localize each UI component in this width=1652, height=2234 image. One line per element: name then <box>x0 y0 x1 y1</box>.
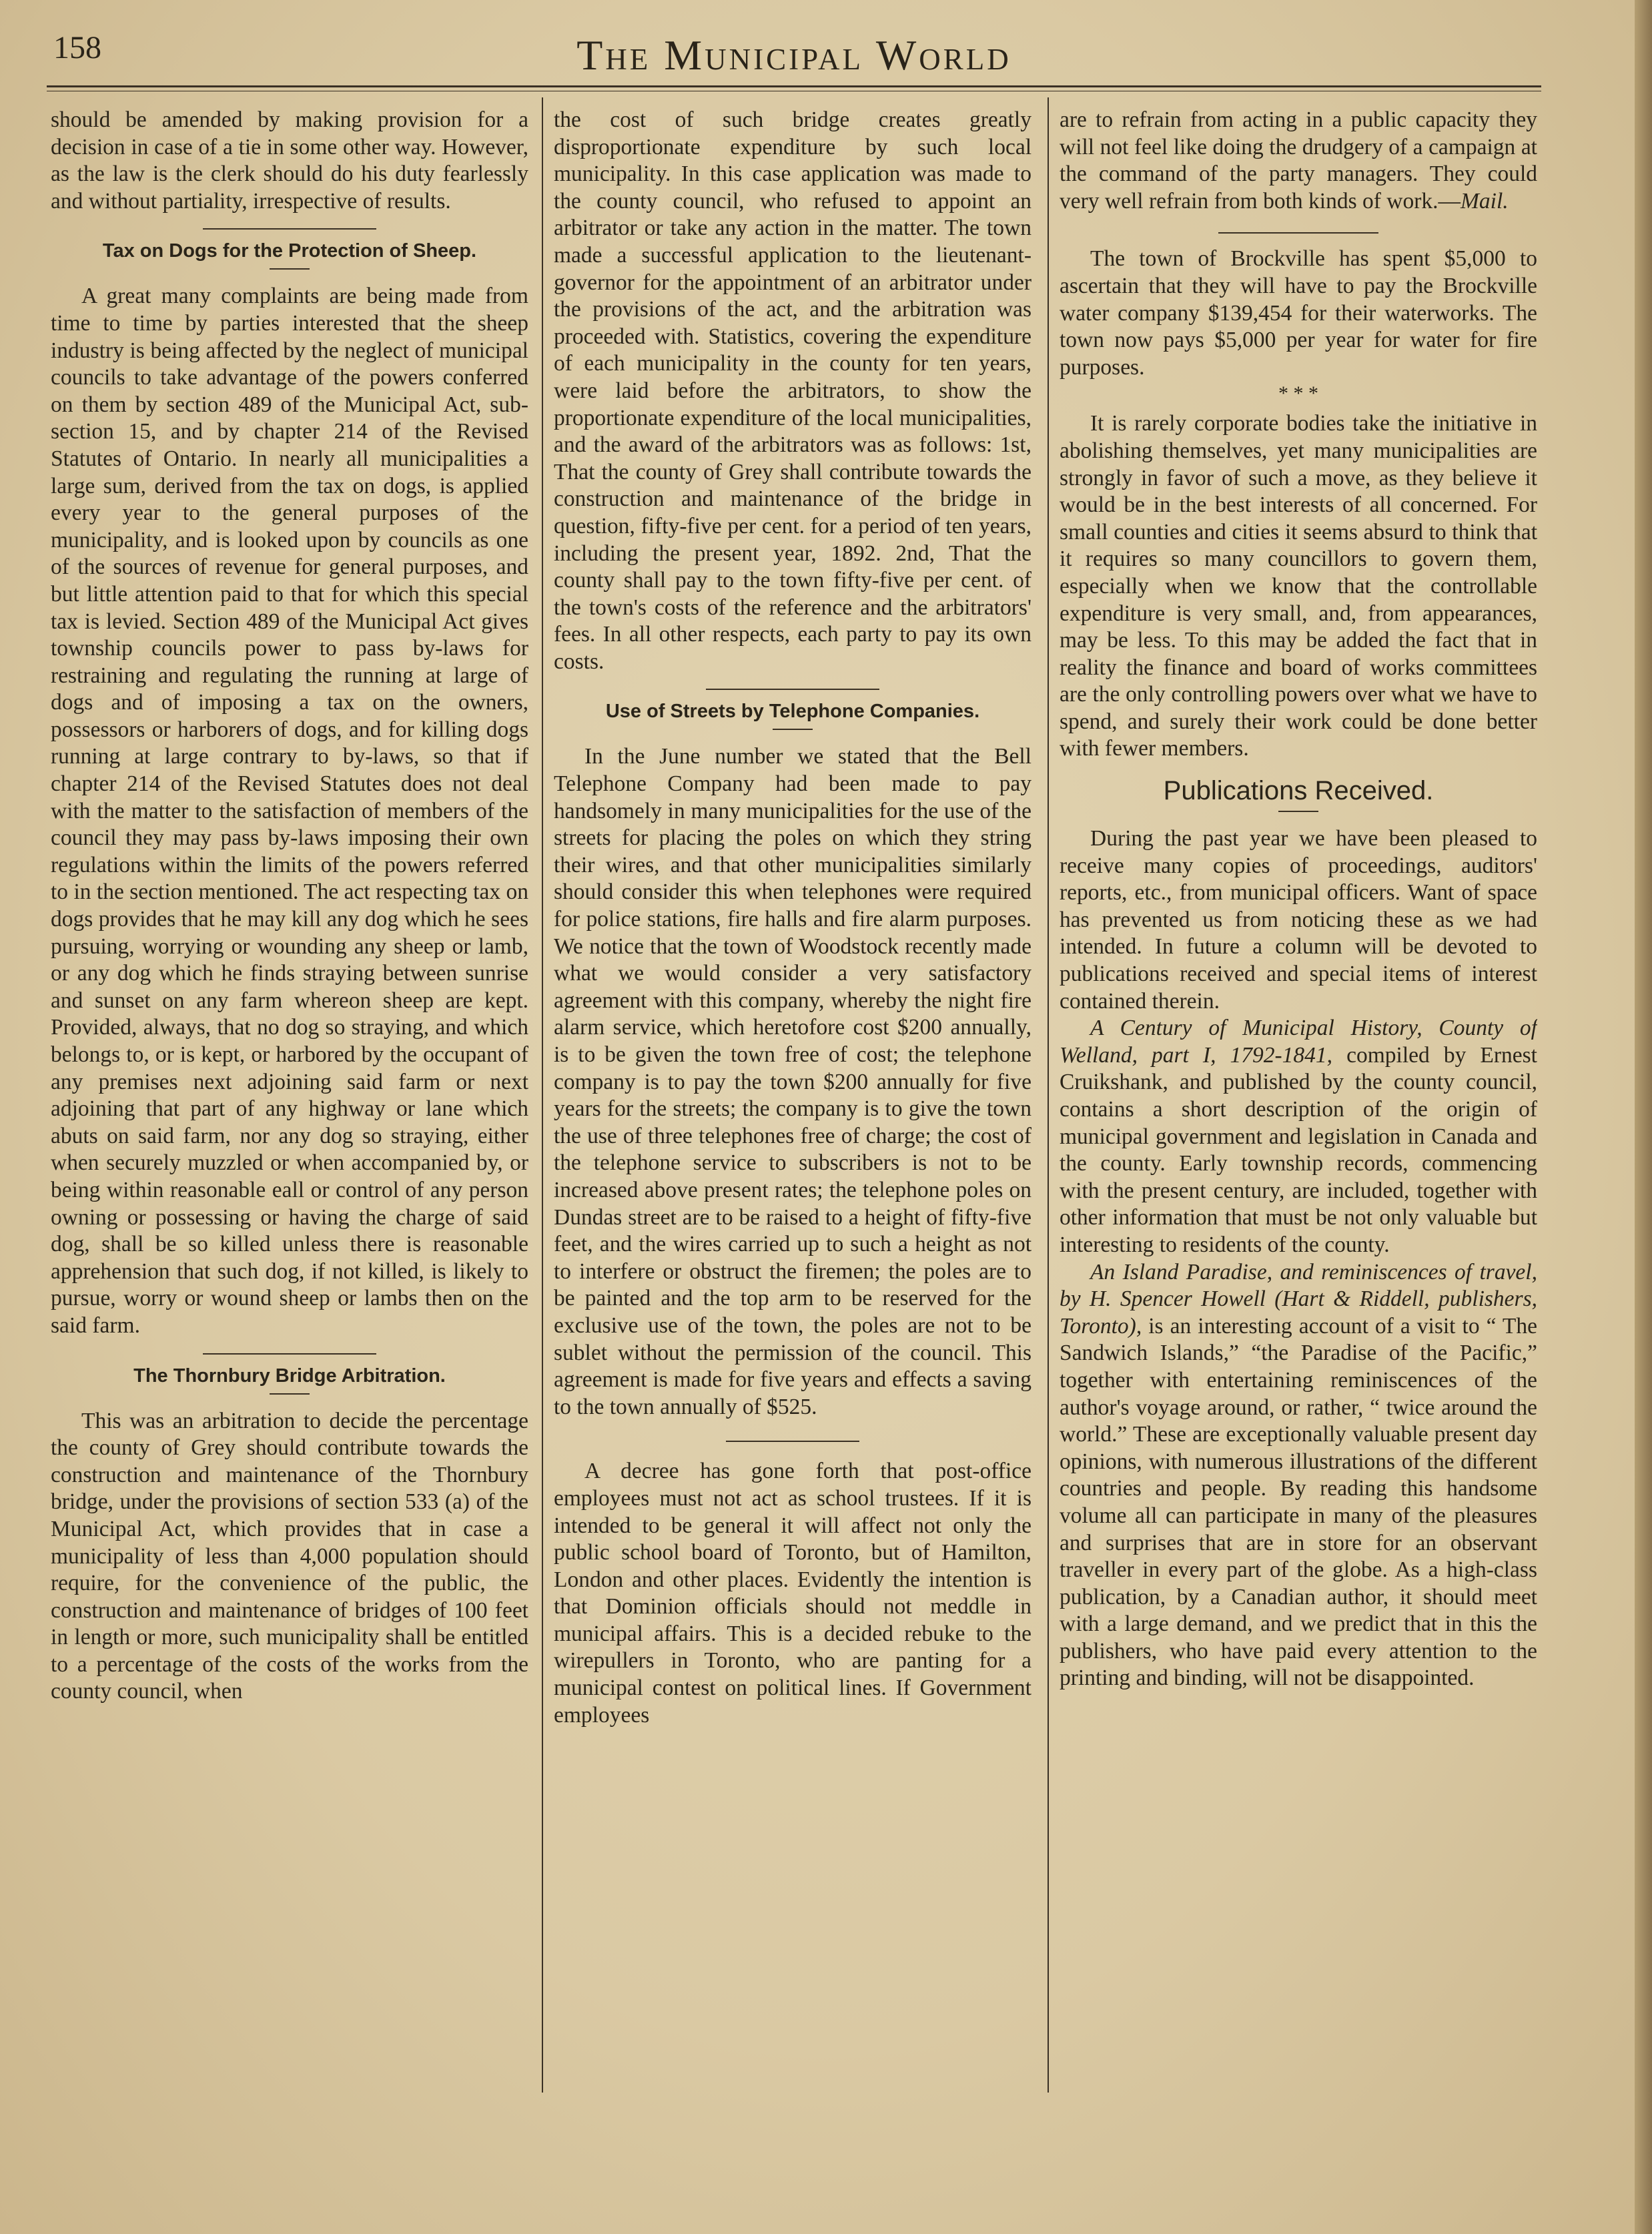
header-rule <box>47 85 1541 87</box>
paragraph-thornbury-bridge: This was an arbitration to decide the percentage the county of Grey should contribute towards the construction and maintenance of the Thornbury bridge, under the provisions of section 533 (a) of the Municipal Act, which provides that in case a municipality of less than 4,000 population should require, for the convenience of the public, the construction and maintenance of bridges of 100 feet in length or more, such municipality shall be entitled to a percentage of the costs of the works from the county council, when <box>51 1408 528 1704</box>
book-title-island: An Island Paradise, and reminiscences of travel, by H. Spencer Howell (Hart & Riddell, publishers, Toronto), <box>1060 1259 1537 1339</box>
page-number: 158 <box>53 30 101 65</box>
column-3 <box>1060 107 1537 2115</box>
paragraph-island-paradise <box>1060 1259 1537 1693</box>
column-2 <box>554 107 1031 2115</box>
paragraph-post-office-decree: A decree has gone forth that post-office employees must not act as school trustees. If it is intended to be general it will affect not only the public school board of Toronto, but of Hamilton, London and other places. Evidently the intention is that Dominion officials should not meddle in municipal affairs. This is a decided rebuke to the wirepullers in Toronto, who are panting for a municipal contest on political lines. If Government employees <box>554 1459 1031 1728</box>
paragraph-publications: During the past year we have been pleased to receive many copies of proceedings, auditors' reports, etc., from municipal officers. Want of space has prevented us from noticing these as we had intended. In future a column will be devoted to publications received and special items of interest contained therein. <box>1060 826 1537 1014</box>
heading-rule <box>1278 811 1318 812</box>
section-rule <box>726 1441 859 1442</box>
heading-rule <box>270 1393 310 1395</box>
heading-thornbury-bridge: The Thornbury Bridge Arbitration. <box>133 1365 446 1387</box>
paragraph-party-managers <box>1060 107 1537 215</box>
heading-telephone-companies: Use of Streets by Telephone Companies. <box>605 701 980 723</box>
journal-title: The Municipal World <box>576 31 1011 79</box>
paragraph-tax-on-dogs: A great many complaints are being made from time to time by parties interested that the sheep industry is being affected by the neglect of municipal councils to take advantage of the powers conferred on them by section 489 of the Municipal Act, sub-section 15, and by chapter 214 of the Revised Statutes of Ontario. In nearly all municipalities a large sum, derived from the tax on dogs, is applied every year to the general purposes of the municipality, and is looked upon by councils as one of the sources of revenue for general purposes, and but little attention paid to that for which this special tax is levied. Section 489 of the Municipal Act gives township councils power to pass by-laws for restraining and regulating the running at large of dogs and of imposing a tax on the owners, possessors or harborers of dogs, and for killing dogs running at large contrary to by-laws, so that if chapter 214 of the Revised Statutes does not deal with the matter to the satisfaction of members of the council they may pass by-laws imposing their own regulations within the limits of the powers referred to in the section mentioned. The act respecting tax on dogs provides that he may kill any dog which he sees pursuing, worrying or wounding any sheep or lamb, or any dog which he finds straying between sunrise and sunset on any farm whereon sheep are kept. Provided, always, that no dog so straying, and which belongs to, or is kept, or harbored by the occupant of any premises next adjoining said farm or next adjoining that part of any highway or lane which abuts on said farm, nor any dog so straying, either when securely muzzled or when accompanied by, or being within reasonable eall or control of any person owning or possessing or having the charge of said dog, shall be so killed unless there is reasonable apprehension that such dog, if not killed, is likely to pursue, worry or wound sheep or lambs then on the said farm. <box>51 284 528 1338</box>
section-rule <box>706 689 879 690</box>
heading-tax-on-dogs: Tax on Dogs for the Protection of Sheep. <box>102 240 477 262</box>
paragraph-corporate-bodies: It is rarely corporate bodies take the initiative in abolishing themselves, yet many municipalities are strongly in favor of such a move, as they believe it would be in the best interests of all concerned. For small counties and cities it seems absurd to think that it requires so many councillors to govern them, especially when we know that the controllable expenditure is very small, and, from appearances, may be less. To this may be added the fact that in reality the finance and board of works committees are the only controlling powers over what we have to spend, and surely their work could be done better with fewer members. <box>1060 411 1537 761</box>
book-title-century: A Century of Municipal History, County of Welland, part I, 1792-1841, <box>1060 1016 1537 1068</box>
page-edge-shadow <box>1635 0 1652 2234</box>
asterism: * * * <box>1278 382 1318 405</box>
paragraph-text: compiled by Ernest Cruikshank, and published by the county council, contains a short description of the origin of municipal government and legislation in Canada and the county. Early township records, commencing with the present century, are included, together with other information that must be not only valuable but interesting to residents of the county. <box>1060 1042 1537 1257</box>
source-mail: Mail. <box>1461 188 1509 214</box>
section-rule <box>203 1353 376 1355</box>
paragraph-brockville: The town of Brockville has spent $5,000 to ascertain that they will have to pay the Brockville water company $139,454 for their waterworks. The town now pays $5,000 per year for water for fire purposes. <box>1060 246 1537 380</box>
paragraph-telephone-companies: In the June number we stated that the Bell Telephone Company had been made to pay handsomely in many municipalities for the use of the streets for placing the poles on which they string their wires, and that other municipalities similarly should consider this when telephones were required for police stations, fire halls and fire alarm purposes. We notice that the town of Woodstock recently made what we would consider a very satisfactory agreement with this company, whereby the night fire alarm service, which heretofore cost $200 annually, is to be given the town free of cost; the telephone company is to pay the town $200 annually for five years for the streets; the company is to give the town the use of three telephones free of charge; the cost of the telephone service to subscribers is not to be increased above present rates; the telephone poles on Dundas street are to be raised to a height of fifty-five feet, and the wires carried up to such a height as not to interfere or obstruct the firemen; the poles are to be painted and the top arm to be reserved for the exclusive use of the town, the poles are not to be sublet without the permission of the council. This agreement is made for five years and effects a saving to the town annually of $525. <box>554 744 1031 1419</box>
column-1 <box>51 107 528 2115</box>
heading-publications-received: Publications Received. <box>1163 776 1434 806</box>
heading-rule <box>270 268 310 270</box>
section-rule <box>1218 232 1378 234</box>
paragraph-tie-vote: should be amended by making provision for a decision in case of a tie in some other way. However, as the law is the clerk should do his duty fearlessly and without partiality, irrespective of results. <box>51 107 528 214</box>
heading-rule <box>773 729 813 730</box>
paragraph-bridge-continued: the cost of such bridge creates greatly disproportionate expenditure by such local municipality. In this case application was made to the county council, who refused to appoint an arbitrator or take any action in the matter. The town made a successful application to the lieutenant-governor for the appointment of an arbitrator under the provisions of the act, and the arbitration was proceeded with. Statistics, covering the expenditure of each municipality in the county for ten years, were laid before the arbitrators, to show the proportionate expenditure of the local municipalities, and the award of the arbitrators was as follows: 1st, That the county of Grey shall contribute towards the construction and maintenance of the bridge in question, fifty-five per cent. for a period of ten years, including the present year, 1892. 2nd, That the county shall pay to the town fifty-five per cent. of the town's costs of the reference and the arbitrators' fees. In all other respects, each party to pay its own costs. <box>554 107 1031 674</box>
section-rule <box>203 228 376 230</box>
paragraph-text: is an interesting account of a visit to “ The Sandwich Islands,” “the Paradise of the Pacific,” together with entertaining reminiscences of the author's voyage around, or rather, “ twice around the world.” These are exceptionally valuable present day opinions, with numerous illustrations of the different countries and people. By reading this handsome volume all can participate in many of the pleasures and surprises that are in store for an observant traveller in every part of the globe. As a high-class publication, by a Canadian author, it should meet with a large demand, and we predict that in this the publishers, who have paid every attention to the printing and binding, will not be disappointed. <box>1060 1313 1537 1691</box>
column-divider-1 <box>542 97 543 2093</box>
column-divider-2 <box>1048 97 1049 2093</box>
page-header <box>47 24 1541 77</box>
paragraph-text: are to refrain from acting in a public capacity they will not feel like doing the drudgery of a campaign at the command of the party managers. They could very well refrain from both kinds of work.— <box>1060 107 1537 214</box>
paragraph-century-history <box>1060 1015 1537 1258</box>
